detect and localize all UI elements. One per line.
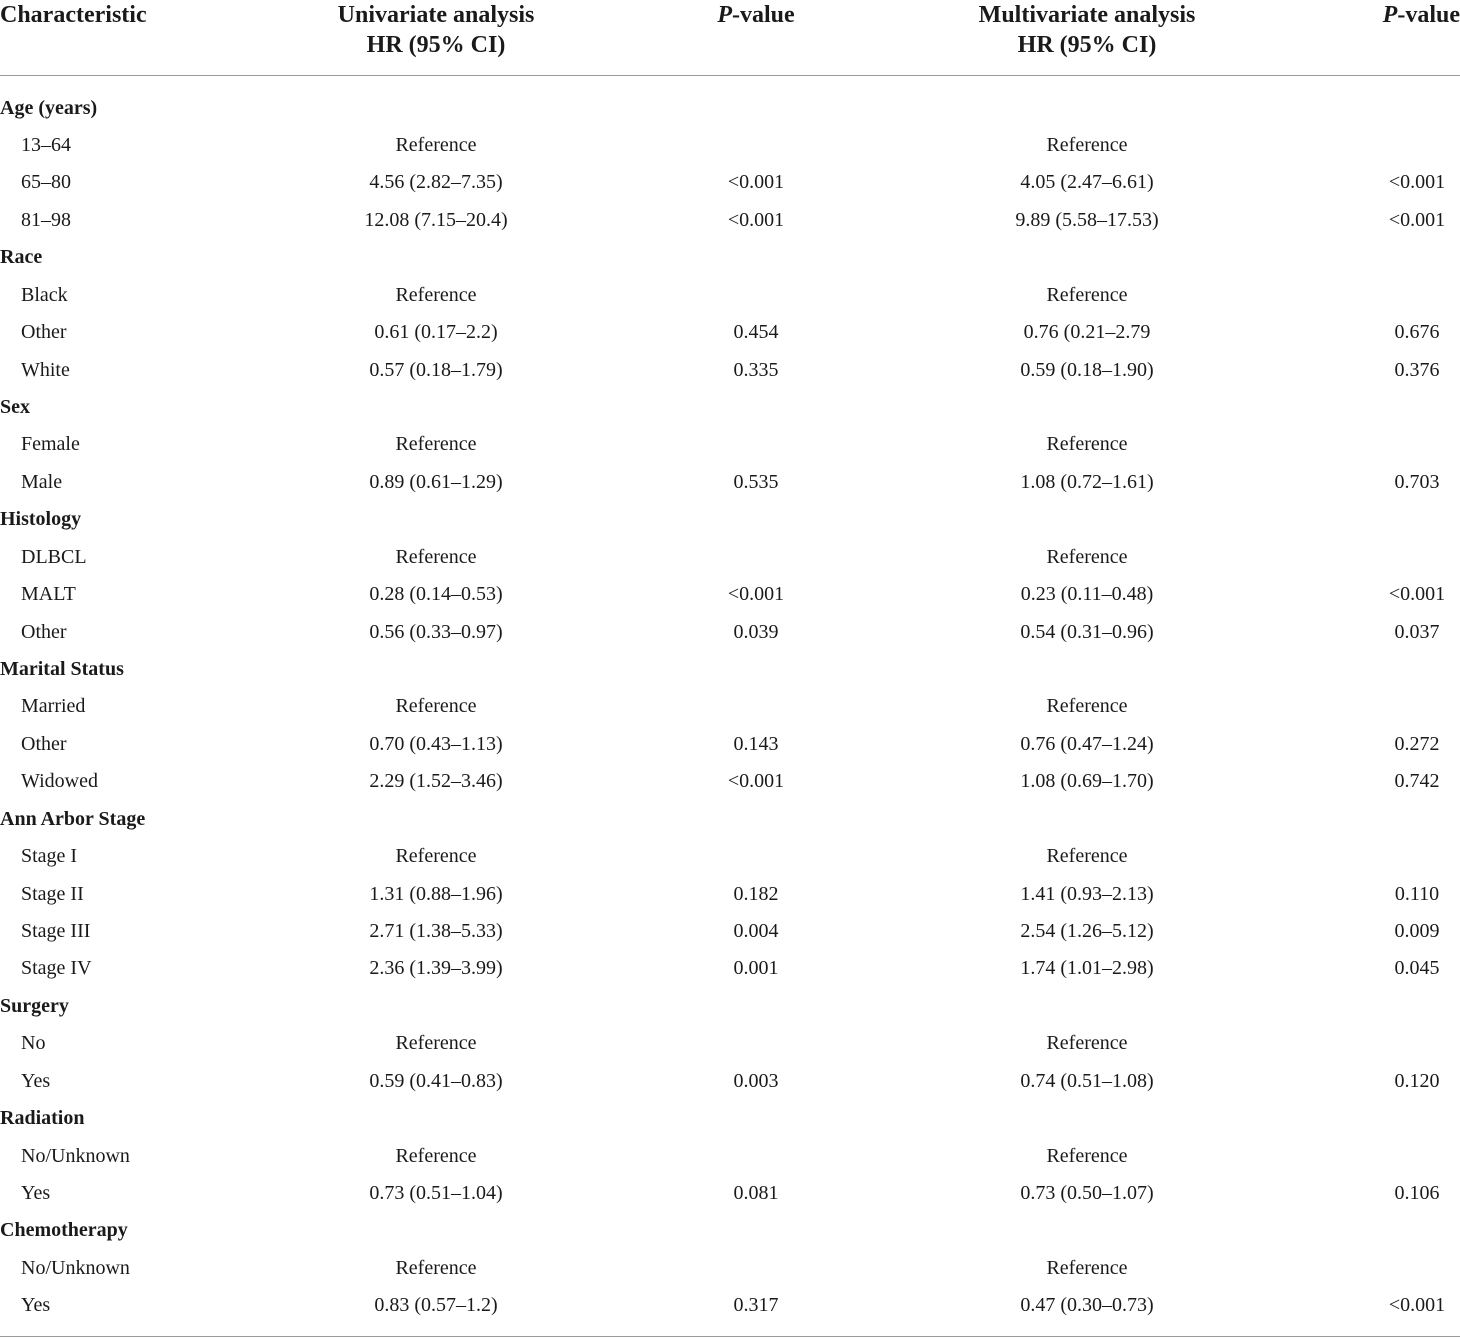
univariate-hr-cell: Reference	[395, 133, 477, 156]
univariate-hr-cell: Reference	[395, 1256, 477, 1279]
row-label: No/Unknown	[21, 1256, 130, 1279]
header-univariate	[286, 0, 586, 60]
row-label: Black	[21, 283, 68, 306]
univariate-pvalue-cell: 0.039	[733, 620, 779, 643]
multivariate-hr-cell: 0.59 (0.18–1.90)	[1020, 358, 1154, 381]
univariate-hr-cell: Reference	[395, 845, 477, 868]
multivariate-pvalue-cell: <0.001	[1388, 1294, 1446, 1317]
univariate-pvalue-cell: <0.001	[727, 770, 785, 793]
table-row	[0, 913, 1460, 950]
multivariate-pvalue-cell: 0.009	[1394, 919, 1440, 942]
univariate-pvalue-cell: 0.143	[733, 732, 779, 755]
table-row	[0, 763, 1460, 800]
multivariate-hr-cell: 0.54 (0.31–0.96)	[1020, 620, 1154, 643]
multivariate-pvalue-cell: <0.001	[1388, 171, 1446, 194]
univariate-hr-cell: 2.29 (1.52–3.46)	[369, 770, 503, 793]
table-row	[0, 352, 1460, 389]
univariate-pvalue-cell: 0.004	[733, 919, 779, 942]
univariate-pvalue-cell: 0.335	[733, 358, 779, 381]
header-pvalue-italic: P	[717, 2, 732, 28]
table-row	[0, 314, 1460, 351]
row-label: Yes	[21, 1181, 51, 1204]
table-row	[0, 688, 1460, 725]
table-row	[0, 127, 1460, 164]
table-row	[0, 838, 1460, 875]
table-row	[0, 164, 1460, 201]
univariate-hr-cell: 0.57 (0.18–1.79)	[369, 358, 503, 381]
header-multivariate-title: Multivariate analysis	[978, 2, 1196, 28]
univariate-hr-cell: 0.89 (0.61–1.29)	[369, 470, 503, 493]
univariate-hr-cell: 1.31 (0.88–1.96)	[369, 882, 503, 905]
category-label: Histology	[0, 508, 82, 531]
multivariate-pvalue-cell: 0.120	[1394, 1069, 1440, 1092]
table-row	[0, 876, 1460, 913]
table-row	[0, 539, 1460, 576]
category-row	[0, 501, 1460, 538]
row-label: Widowed	[21, 770, 98, 793]
univariate-hr-cell: Reference	[395, 283, 477, 306]
table-row	[0, 1287, 1460, 1324]
multivariate-hr-cell: Reference	[1046, 283, 1128, 306]
bottom-rule	[0, 1336, 1460, 1337]
univariate-pvalue-cell: 0.182	[733, 882, 779, 905]
multivariate-hr-cell: Reference	[1046, 545, 1128, 568]
univariate-hr-cell: 2.71 (1.38–5.33)	[369, 919, 503, 942]
univariate-hr-cell: Reference	[395, 695, 477, 718]
category-label: Sex	[0, 395, 30, 418]
multivariate-pvalue-cell: 0.676	[1394, 321, 1440, 344]
category-row	[0, 651, 1460, 688]
category-label: Radiation	[0, 1107, 85, 1130]
category-label: Ann Arbor Stage	[0, 807, 146, 830]
header-pvalue-suffix: -value	[1397, 2, 1460, 28]
multivariate-pvalue-cell: 0.037	[1394, 620, 1440, 643]
multivariate-pvalue-cell: <0.001	[1388, 583, 1446, 606]
row-label: 65–80	[21, 171, 71, 194]
row-label: Female	[21, 433, 80, 456]
multivariate-hr-cell: 0.76 (0.47–1.24)	[1020, 732, 1154, 755]
multivariate-hr-cell: 0.76 (0.21–2.79	[1023, 321, 1151, 344]
multivariate-hr-cell: 4.05 (2.47–6.61)	[1020, 171, 1154, 194]
table-row	[0, 1025, 1460, 1062]
univariate-hr-cell: 0.83 (0.57–1.2)	[374, 1294, 498, 1317]
multivariate-pvalue-cell: 0.272	[1394, 732, 1440, 755]
row-label: Stage III	[21, 919, 91, 942]
category-row	[0, 801, 1460, 838]
multivariate-hr-cell: Reference	[1046, 1256, 1128, 1279]
multivariate-hr-cell: 1.08 (0.69–1.70)	[1020, 770, 1154, 793]
univariate-pvalue-cell: <0.001	[727, 208, 785, 231]
multivariate-pvalue-cell: <0.001	[1388, 208, 1446, 231]
multivariate-hr-cell: 0.73 (0.50–1.07)	[1020, 1181, 1154, 1204]
category-row	[0, 239, 1460, 276]
multivariate-hr-cell: Reference	[1046, 133, 1128, 156]
header-pvalue-multivariate	[1360, 0, 1460, 30]
univariate-hr-cell: 0.56 (0.33–0.97)	[369, 620, 503, 643]
header-pvalue-univariate	[706, 0, 806, 30]
row-label: DLBCL	[21, 545, 87, 568]
header-univariate-hr: HR (95% CI)	[366, 32, 506, 58]
table-row	[0, 726, 1460, 763]
multivariate-hr-cell: 0.23 (0.11–0.48)	[1020, 583, 1154, 606]
category-row	[0, 389, 1460, 426]
row-label: No	[21, 1032, 46, 1055]
univariate-hr-cell: 4.56 (2.82–7.35)	[369, 171, 503, 194]
table-row	[0, 464, 1460, 501]
row-label: No/Unknown	[21, 1144, 130, 1167]
table-row	[0, 1175, 1460, 1212]
univariate-hr-cell: 0.70 (0.43–1.13)	[369, 732, 503, 755]
univariate-hr-cell: 0.59 (0.41–0.83)	[369, 1069, 503, 1092]
table-row	[0, 1250, 1460, 1287]
header-rule	[0, 75, 1460, 76]
category-row	[0, 988, 1460, 1025]
multivariate-hr-cell: 1.08 (0.72–1.61)	[1020, 470, 1154, 493]
univariate-pvalue-cell: 0.317	[733, 1294, 779, 1317]
univariate-hr-cell: Reference	[395, 545, 477, 568]
header-characteristic: Characteristic	[0, 2, 147, 28]
header-univariate-title: Univariate analysis	[337, 2, 535, 28]
header-multivariate	[937, 0, 1237, 60]
univariate-hr-cell: 0.73 (0.51–1.04)	[369, 1181, 503, 1204]
multivariate-hr-cell: Reference	[1046, 433, 1128, 456]
multivariate-hr-cell: 0.74 (0.51–1.08)	[1020, 1069, 1154, 1092]
category-label: Chemotherapy	[0, 1219, 128, 1242]
table-row	[0, 426, 1460, 463]
category-row	[0, 1100, 1460, 1137]
row-label: 81–98	[21, 208, 71, 231]
row-label: Other	[21, 732, 67, 755]
multivariate-pvalue-cell: 0.106	[1394, 1181, 1440, 1204]
category-row	[0, 1212, 1460, 1249]
row-label: Other	[21, 321, 67, 344]
row-label: Other	[21, 620, 67, 643]
row-label: Stage IV	[21, 957, 92, 980]
table-row	[0, 1063, 1460, 1100]
multivariate-hr-cell: Reference	[1046, 845, 1128, 868]
univariate-hr-cell: Reference	[395, 1144, 477, 1167]
multivariate-hr-cell: 2.54 (1.26–5.12)	[1020, 919, 1154, 942]
multivariate-pvalue-cell: 0.703	[1394, 470, 1440, 493]
table-row	[0, 950, 1460, 987]
table-row	[0, 1138, 1460, 1175]
univariate-pvalue-cell: <0.001	[727, 583, 785, 606]
header-pvalue-suffix: -value	[732, 2, 795, 28]
multivariate-hr-cell: Reference	[1046, 1144, 1128, 1167]
row-label: Yes	[21, 1069, 51, 1092]
univariate-pvalue-cell: 0.081	[733, 1181, 779, 1204]
header-pvalue-italic: P	[1382, 2, 1398, 28]
multivariate-hr-cell: 0.47 (0.30–0.73)	[1020, 1294, 1154, 1317]
table-row	[0, 277, 1460, 314]
multivariate-pvalue-cell: 0.742	[1394, 770, 1440, 793]
multivariate-pvalue-cell: 0.376	[1394, 358, 1440, 381]
univariate-hr-cell: 0.61 (0.17–2.2)	[374, 321, 498, 344]
category-label: Race	[0, 246, 43, 269]
univariate-pvalue-cell: 0.001	[733, 957, 779, 980]
row-label: MALT	[21, 583, 76, 606]
table-row	[0, 202, 1460, 239]
multivariate-pvalue-cell: 0.045	[1394, 957, 1440, 980]
category-label: Surgery	[0, 994, 69, 1017]
univariate-hr-cell: 12.08 (7.15–20.4)	[364, 208, 508, 231]
category-label: Marital Status	[0, 657, 124, 680]
univariate-pvalue-cell: <0.001	[727, 171, 785, 194]
table-row	[0, 614, 1460, 651]
multivariate-hr-cell: 1.74 (1.01–2.98)	[1020, 957, 1154, 980]
row-label: Yes	[21, 1294, 51, 1317]
univariate-pvalue-cell: 0.003	[733, 1069, 779, 1092]
univariate-hr-cell: Reference	[395, 1032, 477, 1055]
row-label: Married	[21, 695, 86, 718]
multivariate-hr-cell: 9.89 (5.58–17.53)	[1015, 208, 1159, 231]
univariate-hr-cell: 0.28 (0.14–0.53)	[369, 583, 503, 606]
row-label: Stage I	[21, 845, 78, 868]
header-multivariate-hr: HR (95% CI)	[1017, 32, 1157, 58]
category-row	[0, 90, 1460, 127]
multivariate-hr-cell: Reference	[1046, 1032, 1128, 1055]
row-label: Stage II	[21, 882, 84, 905]
multivariate-hr-cell: 1.41 (0.93–2.13)	[1020, 882, 1154, 905]
multivariate-hr-cell: Reference	[1046, 695, 1128, 718]
univariate-pvalue-cell: 0.454	[733, 321, 779, 344]
table-row	[0, 576, 1460, 613]
row-label: Male	[21, 470, 63, 493]
univariate-hr-cell: 2.36 (1.39–3.99)	[369, 957, 503, 980]
univariate-pvalue-cell: 0.535	[733, 470, 779, 493]
univariate-hr-cell: Reference	[395, 433, 477, 456]
row-label: White	[21, 358, 70, 381]
row-label: 13–64	[21, 133, 71, 156]
category-label: Age (years)	[0, 96, 98, 119]
multivariate-pvalue-cell: 0.110	[1394, 882, 1440, 905]
